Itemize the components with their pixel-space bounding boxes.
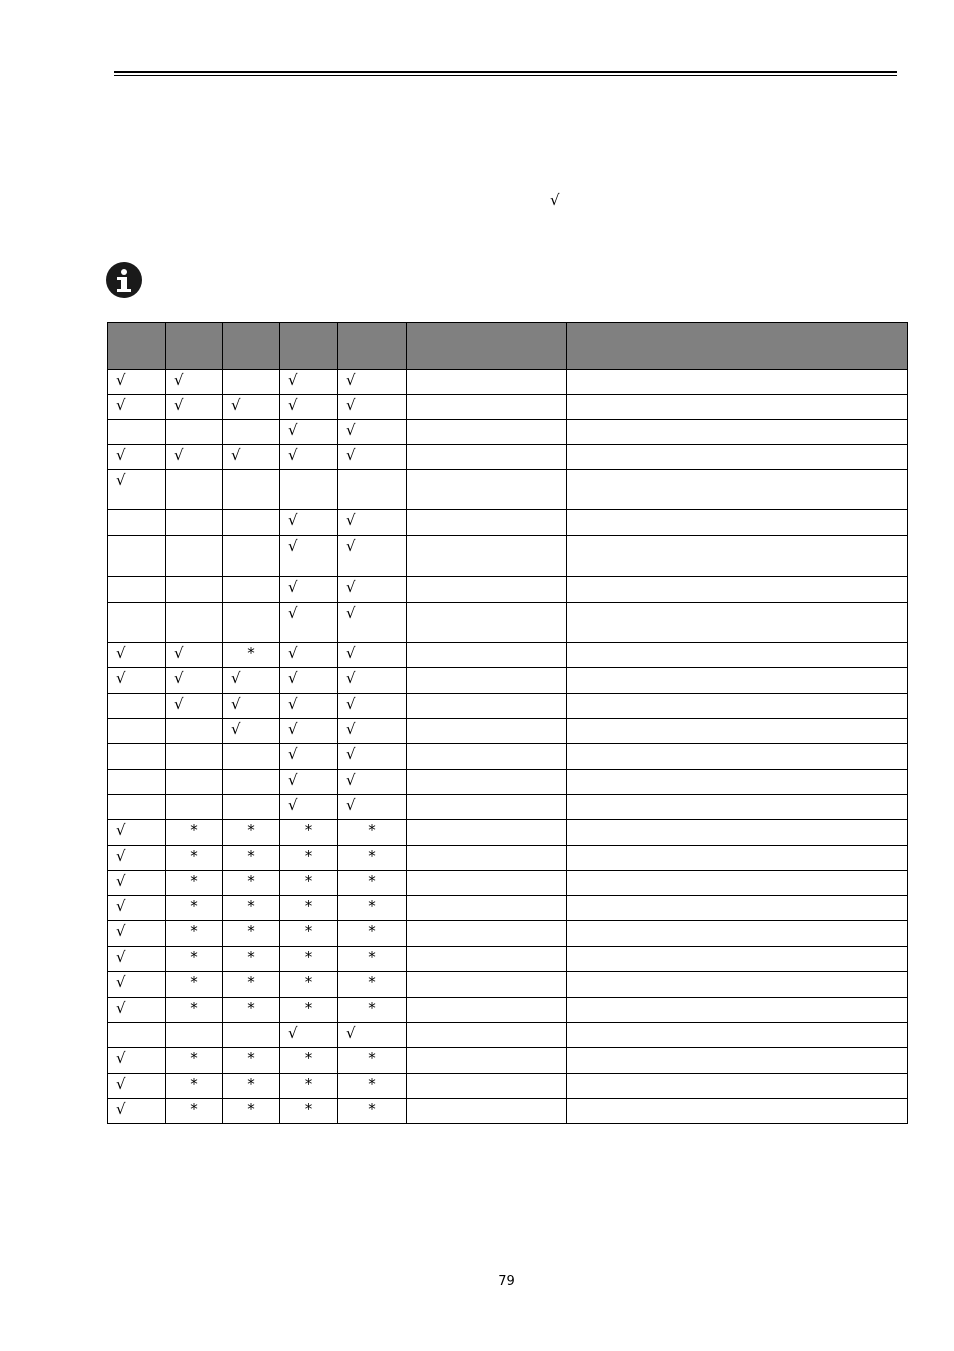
header-cell <box>567 323 908 370</box>
table-cell <box>407 643 567 668</box>
table-cell <box>166 603 223 643</box>
table-cell: * <box>280 998 338 1023</box>
table-cell: √ <box>280 668 338 694</box>
table-cell <box>567 470 908 510</box>
table-cell <box>407 998 567 1023</box>
table-row <box>108 947 908 972</box>
table-row <box>108 536 908 577</box>
table-cell: * <box>338 846 407 871</box>
table-row <box>108 694 908 719</box>
table-cell: * <box>166 1099 223 1124</box>
table-cell <box>407 719 567 744</box>
table-cell <box>166 420 223 445</box>
table-cell: * <box>280 871 338 896</box>
table-cell <box>166 770 223 795</box>
table-cell: * <box>223 921 280 947</box>
table-row <box>108 603 908 643</box>
table-cell <box>166 510 223 536</box>
table-cell <box>407 1048 567 1074</box>
table-cell <box>223 420 280 445</box>
table-cell: √ <box>338 420 407 445</box>
table-cell <box>567 395 908 420</box>
table-row <box>108 395 908 420</box>
table-cell: * <box>166 846 223 871</box>
table-cell <box>407 370 567 395</box>
table-cell: √ <box>223 445 280 470</box>
table-cell: √ <box>280 603 338 643</box>
table-cell: √ <box>108 1074 166 1099</box>
table-row <box>108 795 908 820</box>
table-cell <box>223 603 280 643</box>
table-cell <box>108 719 166 744</box>
table-cell <box>407 445 567 470</box>
table-row <box>108 668 908 694</box>
table-cell: √ <box>280 694 338 719</box>
table-cell: √ <box>108 921 166 947</box>
table-cell <box>223 1023 280 1048</box>
table-row <box>108 1048 908 1074</box>
table-cell <box>166 1023 223 1048</box>
table-cell <box>567 896 908 921</box>
table-cell <box>567 770 908 795</box>
table-cell: √ <box>223 719 280 744</box>
table-row <box>108 420 908 445</box>
table-cell: * <box>166 1074 223 1099</box>
table-cell <box>567 577 908 603</box>
table-row <box>108 1023 908 1048</box>
table-cell <box>567 1074 908 1099</box>
table-cell: √ <box>108 896 166 921</box>
table-cell <box>166 577 223 603</box>
table-cell: √ <box>338 1023 407 1048</box>
table-cell <box>567 921 908 947</box>
table-cell <box>108 694 166 719</box>
table-cell: * <box>338 972 407 998</box>
table-cell <box>567 972 908 998</box>
table-cell: * <box>223 1048 280 1074</box>
table-cell <box>223 510 280 536</box>
table-cell <box>166 719 223 744</box>
table-cell <box>407 972 567 998</box>
table-cell: * <box>338 1048 407 1074</box>
table-cell <box>407 795 567 820</box>
table-cell: √ <box>166 643 223 668</box>
table-cell: √ <box>338 719 407 744</box>
table-row <box>108 921 908 947</box>
table-cell: √ <box>280 643 338 668</box>
table-cell: √ <box>108 643 166 668</box>
table-cell: * <box>338 998 407 1023</box>
table-cell: √ <box>108 998 166 1023</box>
table-cell: * <box>223 871 280 896</box>
table-cell: * <box>280 972 338 998</box>
table-cell <box>567 603 908 643</box>
table-cell: * <box>223 643 280 668</box>
table-cell: √ <box>280 770 338 795</box>
table-cell <box>108 770 166 795</box>
table-cell: √ <box>108 470 166 510</box>
table-cell: * <box>166 896 223 921</box>
table-cell <box>407 846 567 871</box>
table-cell <box>567 643 908 668</box>
table-cell: * <box>223 1099 280 1124</box>
table-cell: * <box>338 820 407 846</box>
table-cell: √ <box>108 947 166 972</box>
table-cell <box>166 470 223 510</box>
table-cell: * <box>166 1048 223 1074</box>
table-cell <box>407 1074 567 1099</box>
table-cell <box>108 536 166 577</box>
table-cell: * <box>338 896 407 921</box>
table-cell: √ <box>338 445 407 470</box>
table-cell <box>407 1099 567 1124</box>
table-cell: √ <box>338 668 407 694</box>
header-cell <box>166 323 223 370</box>
table-cell: √ <box>280 577 338 603</box>
table-cell <box>223 577 280 603</box>
table-cell <box>407 770 567 795</box>
table-cell: √ <box>108 1048 166 1074</box>
table-cell: √ <box>108 846 166 871</box>
table-cell <box>407 510 567 536</box>
table-cell: * <box>338 871 407 896</box>
table-cell: √ <box>166 395 223 420</box>
table-cell: * <box>280 1074 338 1099</box>
table-cell <box>567 744 908 770</box>
table-cell: * <box>280 820 338 846</box>
table-cell <box>407 947 567 972</box>
table-cell: √ <box>338 370 407 395</box>
table-cell: * <box>223 972 280 998</box>
table-cell <box>567 1099 908 1124</box>
table-cell: √ <box>338 395 407 420</box>
table-row <box>108 998 908 1023</box>
table-cell: * <box>223 820 280 846</box>
table-cell <box>407 871 567 896</box>
table-cell: * <box>280 947 338 972</box>
table-cell <box>567 795 908 820</box>
table-cell: * <box>223 998 280 1023</box>
table-cell <box>567 510 908 536</box>
table-row <box>108 719 908 744</box>
table-cell: √ <box>338 744 407 770</box>
table-cell <box>567 694 908 719</box>
table-cell: * <box>166 871 223 896</box>
table-cell: √ <box>338 577 407 603</box>
table-cell: * <box>166 820 223 846</box>
header-cell <box>223 323 280 370</box>
table-cell <box>567 370 908 395</box>
table-cell <box>567 719 908 744</box>
table-cell <box>407 896 567 921</box>
table-cell: √ <box>280 510 338 536</box>
table-cell: √ <box>338 770 407 795</box>
table-cell: √ <box>338 643 407 668</box>
table-cell: * <box>223 1074 280 1099</box>
page-number: 79 <box>498 1274 515 1289</box>
table-cell: √ <box>223 668 280 694</box>
table-cell: * <box>280 896 338 921</box>
table-cell <box>108 420 166 445</box>
table-row <box>108 871 908 896</box>
table-cell: √ <box>108 820 166 846</box>
table-cell: √ <box>280 744 338 770</box>
table-row <box>108 445 908 470</box>
table-cell <box>407 420 567 445</box>
table-cell: √ <box>223 395 280 420</box>
table-cell <box>567 947 908 972</box>
table-cell: √ <box>166 445 223 470</box>
info-icon <box>106 262 142 298</box>
table-cell <box>567 668 908 694</box>
table-cell: √ <box>166 668 223 694</box>
table-cell <box>567 420 908 445</box>
table-row <box>108 896 908 921</box>
table-cell: √ <box>108 1099 166 1124</box>
table-cell <box>567 1023 908 1048</box>
support-table <box>107 322 908 1124</box>
header-cell <box>407 323 567 370</box>
table-cell <box>407 921 567 947</box>
table-cell: √ <box>280 445 338 470</box>
table-row <box>108 643 908 668</box>
table-cell <box>223 536 280 577</box>
table-cell: * <box>338 921 407 947</box>
table-cell <box>223 744 280 770</box>
table-cell <box>407 820 567 846</box>
table-cell <box>567 1048 908 1074</box>
table-cell <box>407 603 567 643</box>
table-cell <box>108 510 166 536</box>
table-cell <box>567 820 908 846</box>
table-cell <box>108 795 166 820</box>
table-cell <box>223 370 280 395</box>
table-cell: √ <box>108 668 166 694</box>
table-cell <box>108 1023 166 1048</box>
table-row <box>108 744 908 770</box>
table-row <box>108 820 908 846</box>
table-cell <box>166 536 223 577</box>
table-cell <box>407 536 567 577</box>
table-cell <box>108 577 166 603</box>
table-cell: * <box>280 846 338 871</box>
table-cell <box>223 770 280 795</box>
table-row <box>108 770 908 795</box>
table-cell: √ <box>280 536 338 577</box>
table-row <box>108 370 908 395</box>
table-cell: * <box>166 947 223 972</box>
table-cell <box>223 470 280 510</box>
table-row <box>108 510 908 536</box>
table-header-row <box>108 323 908 370</box>
table-cell: √ <box>280 420 338 445</box>
table-cell: √ <box>338 694 407 719</box>
table-cell: √ <box>223 694 280 719</box>
table-cell: * <box>166 998 223 1023</box>
table-cell: √ <box>280 395 338 420</box>
table-cell: * <box>338 1099 407 1124</box>
table-cell: * <box>223 947 280 972</box>
table-cell <box>338 470 407 510</box>
table-cell <box>407 470 567 510</box>
table-cell: * <box>223 896 280 921</box>
table-cell: * <box>280 1099 338 1124</box>
table-cell <box>407 744 567 770</box>
table-row <box>108 972 908 998</box>
inline-check-mark: √ <box>550 191 560 209</box>
table-cell <box>108 603 166 643</box>
table-cell: √ <box>108 871 166 896</box>
table-cell <box>166 744 223 770</box>
table-row <box>108 577 908 603</box>
table-row <box>108 1074 908 1099</box>
table-cell <box>567 871 908 896</box>
table-cell: √ <box>338 536 407 577</box>
table-cell: √ <box>108 445 166 470</box>
table-cell: * <box>223 846 280 871</box>
table-cell: √ <box>338 795 407 820</box>
table-cell <box>407 1023 567 1048</box>
table-body <box>108 370 908 1124</box>
table-cell: √ <box>280 1023 338 1048</box>
table-cell: √ <box>108 370 166 395</box>
table-cell: √ <box>166 370 223 395</box>
table-row <box>108 846 908 871</box>
table-cell: * <box>166 972 223 998</box>
table-cell: * <box>280 921 338 947</box>
table-cell: * <box>338 947 407 972</box>
table-cell: * <box>166 921 223 947</box>
table-cell: * <box>338 1074 407 1099</box>
table-row <box>108 470 908 510</box>
table-cell <box>407 694 567 719</box>
header-cell <box>108 323 166 370</box>
table-cell: √ <box>280 370 338 395</box>
table-cell: √ <box>166 694 223 719</box>
table-cell <box>407 668 567 694</box>
table-cell <box>567 445 908 470</box>
table-cell: √ <box>280 795 338 820</box>
table-cell <box>567 846 908 871</box>
table-cell: * <box>280 1048 338 1074</box>
table-cell <box>567 998 908 1023</box>
table-cell <box>407 577 567 603</box>
header-cell <box>338 323 407 370</box>
header-rule-thin <box>114 75 897 76</box>
table-cell <box>567 536 908 577</box>
table-cell <box>166 795 223 820</box>
header-rule-thick <box>114 71 897 73</box>
table-cell <box>407 395 567 420</box>
table-cell: √ <box>338 510 407 536</box>
table-cell <box>280 470 338 510</box>
table-cell: √ <box>108 395 166 420</box>
header-cell <box>280 323 338 370</box>
table-cell: √ <box>280 719 338 744</box>
table-cell: √ <box>108 972 166 998</box>
table-cell <box>108 744 166 770</box>
table-row <box>108 1099 908 1124</box>
table-cell <box>223 795 280 820</box>
table-cell: √ <box>338 603 407 643</box>
